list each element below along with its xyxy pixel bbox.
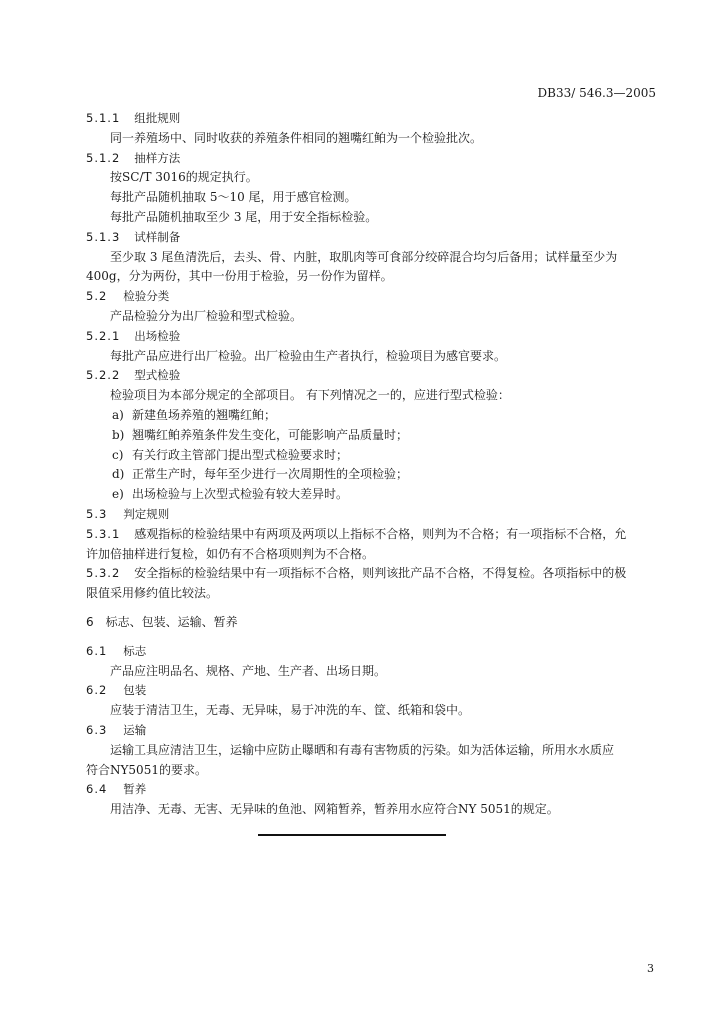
- section-title: 试样制备: [134, 229, 181, 244]
- list-marker: c): [112, 447, 124, 462]
- list-item-text: 翘嘴红鲌养殖条件发生变化，可能影响产品质量时；: [132, 427, 409, 442]
- heading-5-2: [86, 287, 656, 307]
- document-body: [86, 109, 656, 820]
- section-number: 6.1: [86, 643, 108, 658]
- section-title: 标志、包装、运输、暂养: [105, 614, 238, 629]
- section-title: 出场检验: [134, 328, 181, 343]
- clause-continuation: 许加倍抽样进行复检，如仍有不合格项则判为不合格。: [86, 546, 375, 561]
- section-title: 标志: [123, 643, 147, 658]
- paragraph: 用洁净、无毒、无害、无异味的鱼池、网箱暂养，暂养用水应符合NY 5051的规定。: [110, 802, 559, 817]
- list-marker: a): [112, 407, 124, 422]
- section-title: 组批规则: [134, 111, 181, 125]
- section-number: 6.3: [86, 722, 108, 737]
- heading-6-4: [86, 780, 656, 800]
- paragraph: 应装于清洁卫生，无毒、无异味，易于冲洗的车、筐、纸箱和袋中。: [110, 703, 471, 718]
- end-rule: [258, 834, 446, 836]
- heading-5-2-2: [86, 366, 656, 386]
- section-number: 5.1.3: [86, 229, 121, 244]
- paragraph: 每批产品随机抽取至少 3 尾，用于安全指标检验。: [110, 209, 378, 224]
- section-number: 5.2.2: [86, 368, 121, 383]
- section-title: 包装: [123, 683, 147, 698]
- heading-5-3: [86, 505, 656, 525]
- section-number: 6.4: [86, 782, 108, 797]
- paragraph: 同一养殖场中、同时收获的养殖条件相同的翘嘴红鲌为一个检验批次。: [110, 130, 483, 145]
- section-number: 5.3.1: [86, 526, 121, 541]
- section-title: 抽样方法: [134, 150, 181, 165]
- list-item: [86, 406, 656, 426]
- page-number: 3: [647, 962, 654, 975]
- paragraph: 产品应注明品名、规格、产地、生产者、出场日期。: [110, 663, 387, 678]
- section-title: 暂养: [123, 782, 147, 797]
- paragraph: 每批产品应进行出厂检验。出厂检验由生产者执行，检验项目为感官要求。: [110, 348, 507, 363]
- list-marker: d): [112, 467, 125, 482]
- clause-text: 感观指标的检验结果中有两项及两项以上指标不合格，则判为不合格；有一项指标不合格，允: [134, 526, 627, 541]
- section-title: 检验分类: [123, 289, 170, 304]
- list-marker: e): [112, 487, 124, 502]
- list-item-text: 有关行政主管部门提出型式检验要求时；: [132, 447, 349, 462]
- standard-code: DB33/ 546.3—2005: [537, 86, 656, 100]
- section-number: 5.1.1: [86, 111, 121, 125]
- heading-5-1-2: [86, 149, 656, 169]
- heading-6: [86, 613, 656, 633]
- section-number: 5.3.2: [86, 566, 121, 581]
- list-item: [86, 426, 656, 446]
- list-item: [86, 465, 656, 485]
- heading-5-1-3: [86, 228, 656, 248]
- list-marker: b): [112, 427, 125, 442]
- heading-6-1: [86, 642, 656, 662]
- paragraph-continuation: 符合NY5051的要求。: [86, 762, 207, 777]
- clause-5-3-2: [86, 564, 656, 584]
- clause-text: 安全指标的检验结果中有一项指标不合格，则判该批产品不合格，不得复检。各项指标中的极: [134, 566, 627, 581]
- section-number: 5.3: [86, 506, 108, 521]
- list-item: [86, 485, 656, 505]
- section-number: 5.2: [86, 289, 108, 304]
- heading-5-2-1: [86, 327, 656, 347]
- list-item-text: 正常生产时，每年至少进行一次周期性的全项检验；: [132, 467, 409, 482]
- heading-6-2: [86, 681, 656, 701]
- section-number: 5.2.1: [86, 328, 121, 343]
- list-item-text: 出场检验与上次型式检验有较大差异时。: [132, 487, 349, 502]
- heading-6-3: [86, 721, 656, 741]
- section-number: 6: [86, 614, 94, 629]
- paragraph: 产品检验分为出厂检验和型式检验。: [110, 308, 303, 323]
- section-title: 型式检验: [134, 368, 181, 383]
- paragraph: 每批产品随机抽取 5～10 尾，用于感官检测。: [110, 190, 357, 205]
- paragraph: 运输工具应清洁卫生，运输中应防止曝晒和有毒有害物质的污染。如为活体运输，所用水水质应: [110, 742, 615, 757]
- clause-5-3-1: [86, 525, 656, 545]
- section-title: 判定规则: [123, 506, 170, 521]
- heading-5-1-1: [86, 109, 656, 129]
- paragraph: 检验项目为本部分规定的全部项目。 有下列情况之一的，应进行型式检验：: [110, 388, 510, 403]
- paragraph-continuation: 400g，分为两份，其中一份用于检验，另一份作为留样。: [86, 269, 393, 284]
- clause-continuation: 限值采用修约值比较法。: [86, 586, 219, 601]
- section-number: 6.2: [86, 683, 108, 698]
- list-item: [86, 446, 656, 466]
- section-number: 5.1.2: [86, 150, 121, 165]
- list-item-text: 新建鱼场养殖的翘嘴红鲌；: [132, 407, 277, 422]
- section-title: 运输: [123, 722, 147, 737]
- paragraph: 至少取 3 尾鱼清洗后，去头、骨、内脏，取肌肉等可食部分绞碎混合均匀后备用；试样量至少为: [110, 249, 618, 264]
- paragraph: 按SC/T 3016的规定执行。: [110, 170, 258, 185]
